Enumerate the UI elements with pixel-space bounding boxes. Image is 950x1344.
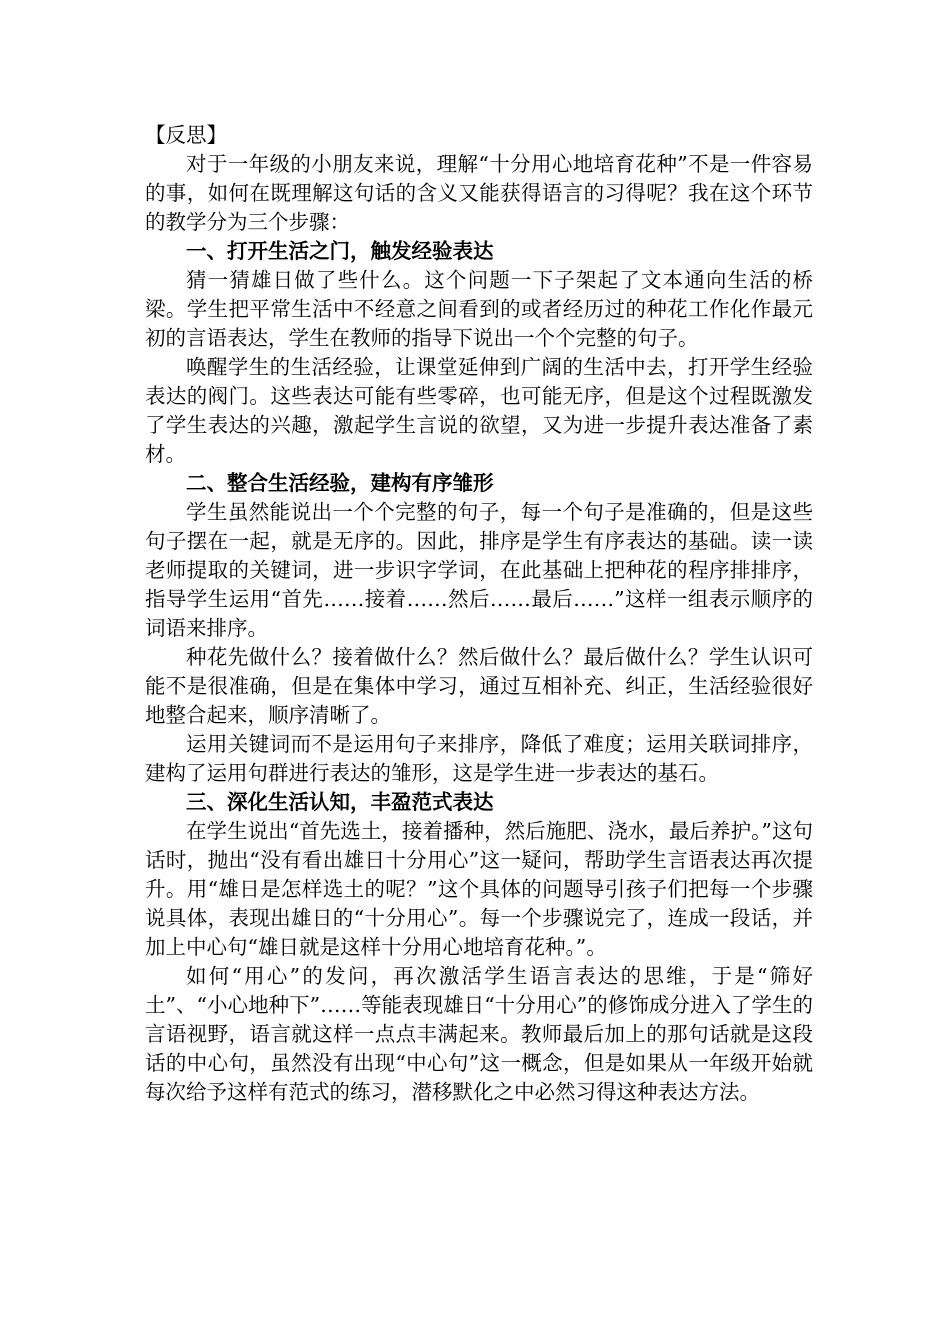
section-3-heading: 三、深化生活认知，丰盈范式表达	[186, 790, 494, 814]
section-2-paragraph-2: 种花先做什么？接着做什么？然后做什么？最后做什么？学生认识可能不是很准确，但是在集体中学习，通过互相补充、纠正，生活经验很好地整合起来，顺序清晰了。	[145, 645, 813, 727]
section-2-heading: 二、整合生活经验，建构有序雏形	[186, 471, 494, 495]
section-3-paragraph-2: 如何“用心”的发问，再次激活学生语言表达的思维，于是“筛好土”、“小心地种下”……等能表现雄日“十分用心”的修饰成分进入了学生的言语视野，语言就这样一点点丰满起来。教师最后加上的那句话就是这段话的中心句，虽然没有出现“中心句”这一概念，但是如果从一年级开始就每次给予这样有范式的练习，潜移默化之中必然习得这种表达方法。	[145, 964, 813, 1104]
section-2-paragraph-3: 运用关键词而不是运用句子来排序，降低了难度；运用关联词排序，建构了运用句群进行表达的雏形，这是学生进一步表达的基石。	[145, 732, 813, 785]
section-2-paragraph-1: 学生虽然能说出一个个完整的句子，每一个句子是准确的，但是这些句子摆在一起，就是无序的。因此，排序是学生有序表达的基础。读一读老师提取的关键词，进一步识字学词，在此基础上把种花的程序排排序，指导学生运用“首先……接着……然后……最后……”这样一组表示顺序的词语来排序。	[145, 500, 813, 640]
section-1-paragraph-2: 唤醒学生的生活经验，让课堂延伸到广阔的生活中去，打开学生经验表达的阀门。这些表达可能有些零碎，也可能无序，但是这个过程既激发了学生表达的兴趣，激起学生言说的欲望，又为进一步提升表达准备了素材。	[145, 355, 813, 466]
intro-paragraph: 对于一年级的小朋友来说，理解“十分用心地培育花种”不是一件容易的事，如何在既理解这句话的含义又能获得语言的习得呢？我在这个环节的教学分为三个步骤：	[145, 152, 813, 234]
section-1-paragraph-1: 猜一猜雄日做了些什么。这个问题一下子架起了文本通向生活的桥梁。学生把平常生活中不经意之间看到的或者经历过的种花工作化作最元初的言语表达，学生在教师的指导下说出一个个完整的句子。	[145, 268, 813, 350]
document-title: 【反思】	[145, 123, 227, 147]
section-1-heading: 一、打开生活之门，触发经验表达	[186, 239, 494, 263]
document-body	[145, 121, 813, 1107]
section-3-paragraph-1: 在学生说出“首先选土，接着播种，然后施肥、浇水，最后养护。”这句话时，抛出“没有看出雄日十分用心”这一疑问，帮助学生言语表达再次提升。用“雄日是怎样选土的呢？”这个具体的问题导引孩子们把每一个步骤说具体，表现出雄日的“十分用心”。每一个步骤说完了，连成一段话，并加上中心句“雄日就是这样十分用心地培育花种。”。	[145, 819, 813, 959]
